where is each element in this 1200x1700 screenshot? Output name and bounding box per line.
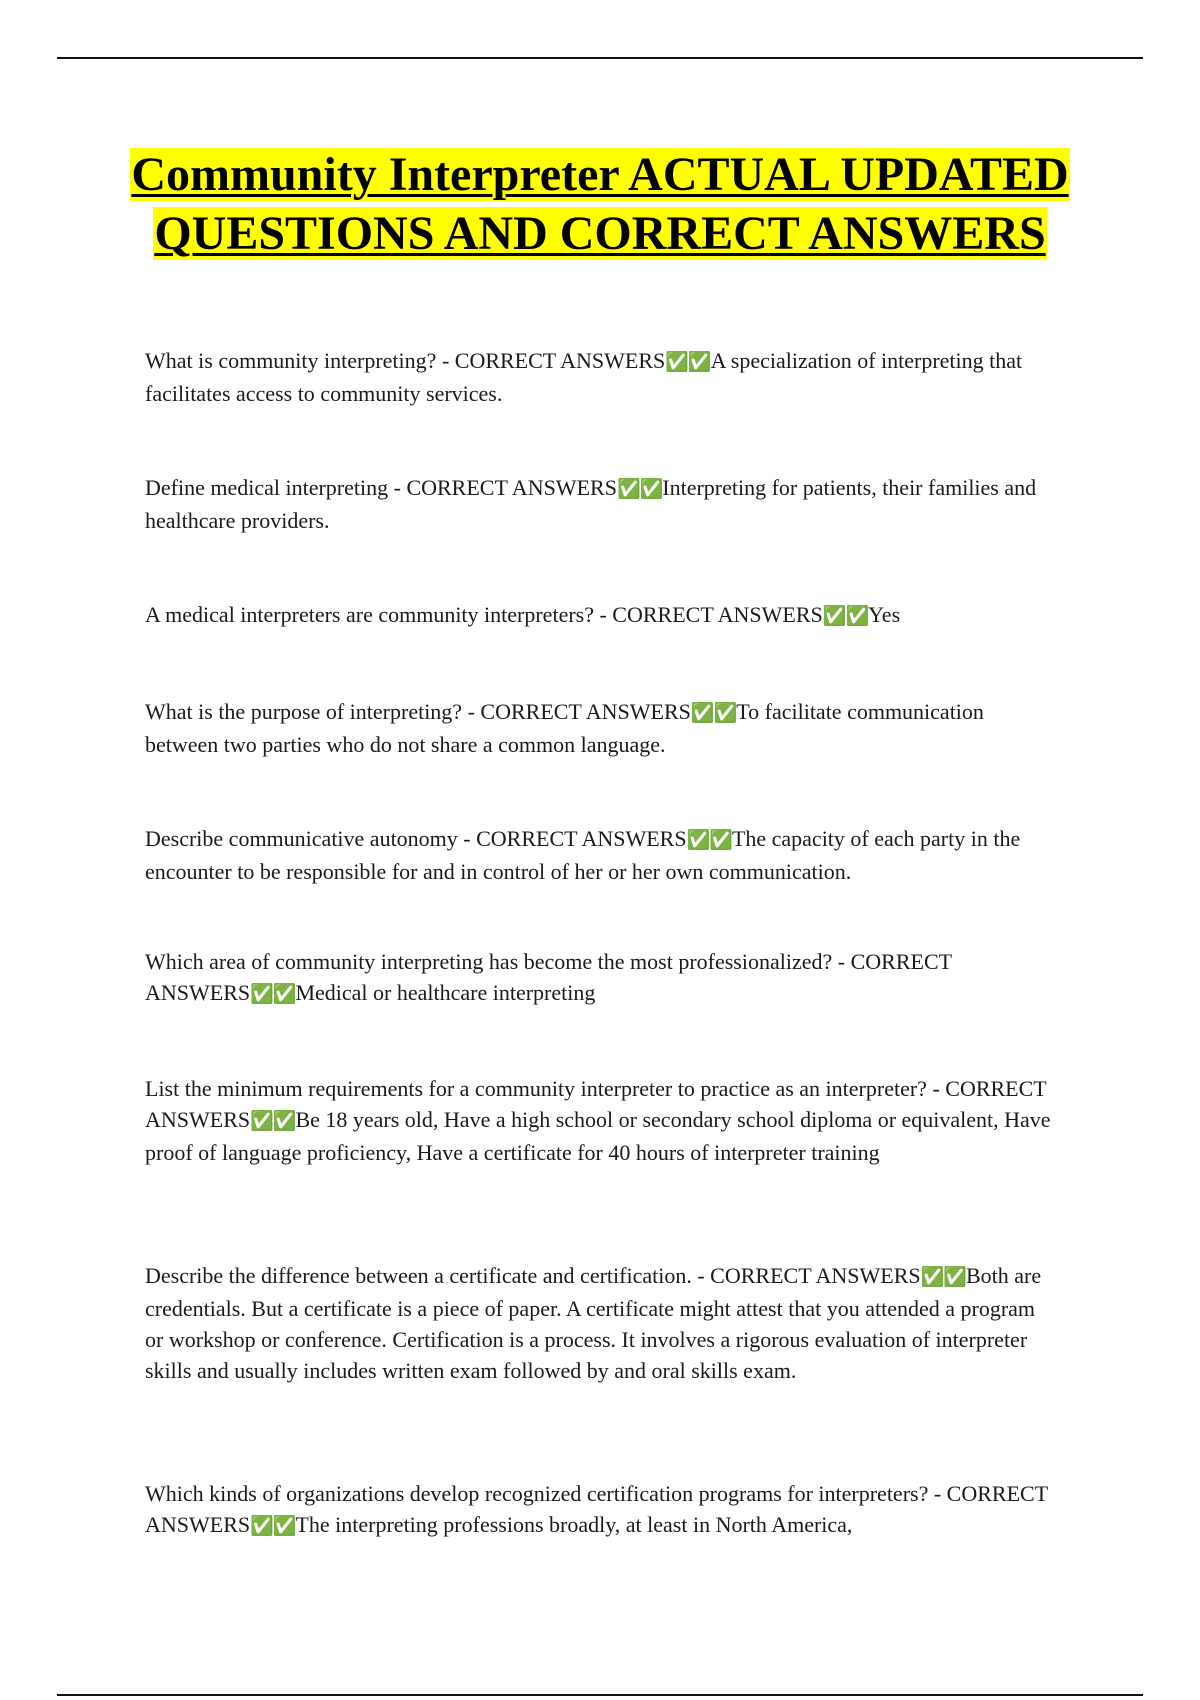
document-title-text: Community Interpreter ACTUAL UPDATED QUESTIONS AND CORRECT ANSWERS xyxy=(131,148,1069,260)
double-check-icon: ✅✅ xyxy=(250,1515,296,1537)
question-text: Which area of community interpreting has become the most professionalized? xyxy=(145,949,833,974)
question-text: Define medical interpreting xyxy=(145,475,389,500)
answer-marker: - CORRECT ANSWERS xyxy=(441,348,666,373)
answer-marker: - CORRECT ANSWERS xyxy=(393,475,617,500)
answer-text: The interpreting professions broadly, at least in North America, xyxy=(295,1512,853,1537)
title-block xyxy=(80,145,1120,263)
top-rule xyxy=(57,57,1143,59)
qa-item xyxy=(145,1073,1055,1168)
question-text: List the minimum requirements for a community interpreter to practice as an interpreter? xyxy=(145,1076,927,1101)
answer-marker: - CORRECT ANSWERS xyxy=(599,602,823,627)
answer-marker: - CORRECT ANSWERS xyxy=(467,699,691,724)
answer-marker: - CORRECT ANSWERS xyxy=(697,1263,921,1288)
question-text: A medical interpreters are community interpreters? xyxy=(145,602,594,627)
double-check-icon: ✅✅ xyxy=(920,1266,966,1288)
double-check-icon: ✅✅ xyxy=(616,478,663,500)
answer-marker: - CORRECT ANSWERS xyxy=(145,949,952,1005)
answer-text: Interpreting for patients, their families and healthcare providers. xyxy=(145,475,1037,533)
question-text: Which kinds of organizations develop recognized certification programs for interpreters? xyxy=(145,1481,929,1506)
answer-text: Both are credentials. But a certificate is a piece of paper. A certificate might attest that you attended a program or workshop or conference. Certification is a process. It involves a rigorous evaluation of interpreter skills and usually includes written exam followed by and oral skills exam. xyxy=(145,1263,1042,1383)
double-check-icon: ✅✅ xyxy=(250,1110,296,1132)
answer-text: To facilitate communication between two parties who do not share a common language. xyxy=(145,699,984,757)
bottom-rule xyxy=(57,1694,1143,1696)
answer-text: Yes xyxy=(868,602,901,627)
document-title xyxy=(80,145,1120,263)
double-check-icon: ✅✅ xyxy=(690,702,737,724)
answer-marker: - CORRECT ANSWERS xyxy=(145,1481,1048,1537)
double-check-icon: ✅✅ xyxy=(250,983,296,1005)
qa-item xyxy=(145,946,1055,1010)
question-text: Describe communicative autonomy xyxy=(145,826,458,851)
answer-text: Medical or healthcare interpreting xyxy=(295,980,596,1005)
qa-item xyxy=(145,599,1055,632)
answer-text: A specialization of interpreting that facilitates access to community services. xyxy=(145,348,1023,406)
qa-item xyxy=(145,823,1055,887)
answer-text: The capacity of each party in the encounter to be responsible for and in control of her or her own communication. xyxy=(145,826,1021,884)
answer-marker: - CORRECT ANSWERS xyxy=(145,1076,1047,1132)
qa-item xyxy=(145,472,1055,536)
double-check-icon: ✅✅ xyxy=(822,605,869,627)
qa-item xyxy=(145,696,1055,760)
question-text: What is the purpose of interpreting? xyxy=(145,699,463,724)
double-check-icon: ✅✅ xyxy=(686,829,732,851)
qa-item xyxy=(145,1478,1055,1542)
question-text: Describe the difference between a certificate and certification. xyxy=(145,1263,692,1288)
qa-item xyxy=(145,345,1055,409)
qa-item xyxy=(145,1260,1055,1386)
question-text: What is community interpreting? xyxy=(145,348,437,373)
double-check-icon: ✅✅ xyxy=(665,351,711,373)
answer-marker: - CORRECT ANSWERS xyxy=(463,826,687,851)
answer-text: Be 18 years old, Have a high school or secondary school diploma or equivalent, Have proof of language proficiency, Have a certificate for 40 hours of interpreter training xyxy=(145,1107,1051,1165)
